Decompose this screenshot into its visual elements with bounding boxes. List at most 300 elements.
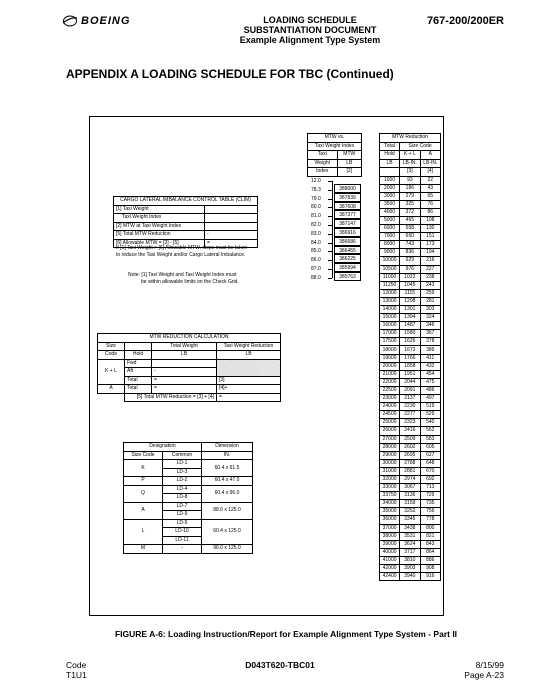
col-header: Size Code xyxy=(124,451,163,460)
reduction-cell: 3136 xyxy=(400,492,420,500)
reduction-row xyxy=(380,176,441,184)
reduction-cell: 1626 xyxy=(400,338,420,346)
reduction-cell: 1045 xyxy=(400,281,420,289)
reduction-cell: 25000 xyxy=(380,419,400,427)
reduction-row xyxy=(380,330,441,338)
cargo-row-label: [6] Allowable MTW = [2] - [5] xyxy=(114,239,205,248)
footer-date-page xyxy=(464,660,504,680)
boeing-logo-icon xyxy=(62,15,78,27)
cargo-row-value xyxy=(205,205,258,214)
reduction-cell: 13000 xyxy=(380,297,400,305)
reduction-cell: 1394 xyxy=(400,314,420,322)
reduction-cell: 93 xyxy=(400,176,420,184)
reduction-cell: 3000 xyxy=(380,192,400,200)
reduction-cell: 194 xyxy=(420,249,440,257)
reduction-cell: 497 xyxy=(420,395,440,403)
reduction-cell: 7000 xyxy=(380,233,400,241)
mtw-reduction-title: MTW Reduction xyxy=(380,134,441,143)
entry-cell: = xyxy=(152,376,217,385)
cargo-note-2 xyxy=(128,272,239,286)
reduction-cell: 238 xyxy=(420,273,440,281)
col-header: Hold xyxy=(380,151,400,160)
reduction-cell: 346 xyxy=(420,322,440,330)
reduction-cell: 32000 xyxy=(380,475,400,483)
size-code-cell: M xyxy=(124,545,163,554)
col-header: Designation xyxy=(124,443,202,452)
shaded-cell xyxy=(217,359,281,376)
dimension-row xyxy=(124,485,253,494)
reduction-cell: 2974 xyxy=(400,475,420,483)
reduction-cell: 976 xyxy=(400,265,420,273)
reduction-cell: 42400 xyxy=(380,573,400,581)
size-code-cell: A xyxy=(124,502,163,519)
reduction-row xyxy=(380,459,441,467)
reduction-cell: 886 xyxy=(420,556,440,564)
reduction-row xyxy=(380,281,441,289)
reduction-cell: 372 xyxy=(400,208,420,216)
reduction-cell: 21000 xyxy=(380,370,400,378)
dimension-row xyxy=(124,502,253,511)
reduction-cell: 432 xyxy=(420,362,440,370)
reduction-cell: 1301 xyxy=(400,306,420,314)
col-header: Common xyxy=(163,451,202,460)
designation-cell: LD-7 xyxy=(163,502,202,511)
reduction-row xyxy=(380,403,441,411)
hold-label: Fwd xyxy=(125,359,152,368)
reduction-cell: 908 xyxy=(420,565,440,573)
reduction-cell: 324 xyxy=(420,314,440,322)
reduction-row xyxy=(380,565,441,573)
reduction-cell: 108 xyxy=(420,216,440,224)
cargo-note-1 xyxy=(116,245,247,259)
entry-cell: = xyxy=(217,393,281,402)
reduction-cell: 35000 xyxy=(380,508,400,516)
reduction-row xyxy=(380,322,441,330)
reduction-cell: 558 xyxy=(400,225,420,233)
reduction-cell: 1580 xyxy=(400,330,420,338)
reduction-cell: 519 xyxy=(420,403,440,411)
reduction-cell: 186 xyxy=(400,184,420,192)
reduction-cell: 540 xyxy=(420,419,440,427)
cargo-imbalance-table xyxy=(113,196,258,248)
col-header: LB xyxy=(337,159,361,168)
mtw-value-cell: 387377 xyxy=(334,210,361,219)
entry-cell xyxy=(152,359,217,368)
reduction-row xyxy=(380,411,441,419)
dimension-cell: 60.4 x 96.0 xyxy=(202,485,253,502)
reduction-cell: 3940 xyxy=(400,573,420,581)
hold-label: Total xyxy=(125,385,152,394)
reduction-row xyxy=(380,508,441,516)
cargo-table-title: CARGO LATERAL IMBALANCE CONTROL TABLE (CLIM) xyxy=(114,197,258,206)
col-header: [2] xyxy=(337,168,361,177)
reduction-cell: 778 xyxy=(420,516,440,524)
reduction-cell: 2788 xyxy=(400,459,420,467)
reduction-cell: 6000 xyxy=(380,225,400,233)
note-line: be within allowable limits on the Check Grid. xyxy=(141,279,239,285)
entry-cell: - xyxy=(152,368,217,377)
reduction-cell: 650 xyxy=(400,233,420,241)
designation-cell: LD-8 xyxy=(163,494,202,503)
size-code: K + L xyxy=(98,359,125,385)
reduction-cell: 929 xyxy=(400,257,420,265)
reduction-cell: 3438 xyxy=(400,524,420,532)
dimension-cell: 60.4 x 125.0 xyxy=(202,519,253,545)
designation-cell: - xyxy=(163,545,202,554)
col-header: Size xyxy=(98,342,125,351)
designation-cell: LD-4 xyxy=(163,485,202,494)
header-line-2: SUBSTANTIATION DOCUMENT xyxy=(243,25,377,35)
reduction-row xyxy=(380,573,441,581)
reduction-row xyxy=(380,435,441,443)
reduction-cell: 28000 xyxy=(380,443,400,451)
col-header: IN. xyxy=(202,451,253,460)
reduction-row xyxy=(380,200,441,208)
reduction-row xyxy=(380,306,441,314)
reduction-cell: 8000 xyxy=(380,241,400,249)
reduction-cell: 38000 xyxy=(380,532,400,540)
reduction-row xyxy=(380,370,441,378)
total-reduction-label: [5] Total MTW Reduction = [3] + [4] xyxy=(125,393,217,402)
col-header xyxy=(125,342,152,351)
reduction-cell: 16000 xyxy=(380,322,400,330)
reduction-cell: 65 xyxy=(420,192,440,200)
scale-tick xyxy=(328,278,332,279)
cargo-row-value xyxy=(205,222,258,231)
reduction-cell: 27000 xyxy=(380,435,400,443)
reduction-cell: 11000 xyxy=(380,273,400,281)
reduction-cell: 2137 xyxy=(400,395,420,403)
col-header: [3] xyxy=(400,168,420,177)
reduction-cell: 39000 xyxy=(380,540,400,548)
reduction-row xyxy=(380,216,441,224)
reduction-row xyxy=(380,192,441,200)
reduction-cell: 12000 xyxy=(380,289,400,297)
reduction-cell: 33000 xyxy=(380,484,400,492)
ref-cell: [4]+ xyxy=(217,385,281,394)
reduction-row xyxy=(380,395,441,403)
reduction-cell: 76 xyxy=(420,200,440,208)
reduction-cell: 3345 xyxy=(400,516,420,524)
reduction-cell: 37000 xyxy=(380,524,400,532)
reduction-cell: 864 xyxy=(420,548,440,556)
header-line-3: Example Alignment Type System xyxy=(239,35,381,45)
reduction-cell: 34000 xyxy=(380,500,400,508)
designation-cell: LD-1 xyxy=(163,460,202,469)
scale-tick-label: 80.0 xyxy=(311,204,321,211)
reduction-cell: 325 xyxy=(400,200,420,208)
reduction-cell: 2230 xyxy=(400,403,420,411)
reduction-cell: 216 xyxy=(420,257,440,265)
reduction-cell: 1000 xyxy=(380,176,400,184)
reduction-cell: 3903 xyxy=(400,565,420,573)
reduction-cell: 3624 xyxy=(400,540,420,548)
designation-cell: LD-2 xyxy=(163,477,202,486)
mtw-reduction-table xyxy=(379,133,441,581)
reduction-cell: 2000 xyxy=(380,184,400,192)
scale-tick-label: 84.0 xyxy=(311,239,321,246)
reduction-row xyxy=(380,540,441,548)
document-header-title xyxy=(200,15,420,45)
reduction-cell: 173 xyxy=(420,241,440,249)
reduction-row xyxy=(380,484,441,492)
reduction-cell: 1766 xyxy=(400,354,420,362)
reduction-row xyxy=(380,516,441,524)
reduction-row xyxy=(380,378,441,386)
footer-code xyxy=(66,660,87,680)
header-line-1: LOADING SCHEDULE xyxy=(263,15,357,25)
dimension-row xyxy=(124,477,253,486)
reduction-cell: 916 xyxy=(420,573,440,581)
reduction-cell: 41000 xyxy=(380,556,400,564)
reduction-row xyxy=(380,548,441,556)
reduction-row xyxy=(380,362,441,370)
reduction-cell: 2091 xyxy=(400,386,420,394)
reduction-cell: 17500 xyxy=(380,338,400,346)
size-code: A xyxy=(98,385,125,394)
reduction-cell: 303 xyxy=(420,306,440,314)
reduction-cell: 465 xyxy=(400,216,420,224)
reduction-cell: 30000 xyxy=(380,459,400,467)
dimension-cell: 60.4 x 47.0 xyxy=(202,477,253,486)
reduction-row xyxy=(380,354,441,362)
reduction-row xyxy=(380,338,441,346)
mtw-value-cell: 387839 xyxy=(334,193,361,202)
cargo-row-label: Taxi Weight Index xyxy=(114,214,205,223)
reduction-row xyxy=(380,451,441,459)
reduction-cell: 843 xyxy=(420,540,440,548)
cargo-row-label: [5] Total MTW Reduction xyxy=(114,231,205,240)
cargo-row-value: = xyxy=(205,239,258,248)
reduction-cell: 22500 xyxy=(380,386,400,394)
reduction-cell: 411 xyxy=(420,354,440,362)
scale-tick-label: 83.0 xyxy=(311,230,321,237)
reduction-cell: 692 xyxy=(420,475,440,483)
reduction-row xyxy=(380,443,441,451)
reduction-cell: 735 xyxy=(420,500,440,508)
mtw-value-cell: 385763 xyxy=(334,272,361,281)
col-header: [4] xyxy=(420,168,440,177)
reduction-cell: 3252 xyxy=(400,508,420,516)
reduction-row xyxy=(380,419,441,427)
reduction-cell: 42000 xyxy=(380,565,400,573)
reduction-cell: 259 xyxy=(420,289,440,297)
scale-tick-label: 86.0 xyxy=(311,257,321,264)
mtw-value-cell: 386916 xyxy=(334,228,361,237)
reduction-cell: 86 xyxy=(420,208,440,216)
reduction-cell: 2695 xyxy=(400,451,420,459)
reduction-cell: 227 xyxy=(420,265,440,273)
reduction-cell: 24000 xyxy=(380,403,400,411)
reduction-row xyxy=(380,492,441,500)
reduction-row xyxy=(380,289,441,297)
col-header: LB-IN. xyxy=(420,159,440,168)
designation-cell: LD-5 xyxy=(163,519,202,528)
scale-tick-label: 81.0 xyxy=(311,213,321,220)
mtw-value-cell: 386225 xyxy=(334,254,361,263)
entry-cell: = xyxy=(152,385,217,394)
reduction-cell: 2416 xyxy=(400,427,420,435)
reduction-row xyxy=(380,297,441,305)
col-header: MTW xyxy=(337,151,361,160)
reduction-cell: 151 xyxy=(420,233,440,241)
reduction-row xyxy=(380,524,441,532)
dimension-row xyxy=(124,545,253,554)
designation-cell: LD-10 xyxy=(163,528,202,537)
col-header xyxy=(380,168,400,177)
reduction-cell: 14000 xyxy=(380,306,400,314)
reduction-cell: 5000 xyxy=(380,216,400,224)
mtw-value-cell: 388000 xyxy=(334,184,361,193)
scale-tick-label: 85.0 xyxy=(311,248,321,255)
reduction-cell: 3717 xyxy=(400,548,420,556)
mtw-index-subtitle: Taxi Weight Index xyxy=(308,142,362,151)
col-header: Index xyxy=(308,168,338,177)
mtw-calc-table xyxy=(97,333,281,402)
reduction-cell: 1487 xyxy=(400,322,420,330)
reduction-cell: 648 xyxy=(420,459,440,467)
note-line: If [1] Taxi Weight > [6] Allowable MTW, steps must be taken xyxy=(116,245,248,251)
calc-title: MTW REDUCTION CALCULATION xyxy=(98,334,281,343)
scale-tick-label: 82.0 xyxy=(311,222,321,228)
size-code-cell: L xyxy=(124,519,163,545)
col-header: Taxi xyxy=(308,151,338,160)
scale-tick-label: 12.0 xyxy=(311,178,321,184)
code-label: Code xyxy=(66,660,87,670)
cargo-row-value xyxy=(205,214,258,223)
col-header: LB xyxy=(217,351,281,360)
designation-cell: LD-3 xyxy=(163,468,202,477)
reduction-cell: 10500 xyxy=(380,265,400,273)
reduction-row xyxy=(380,475,441,483)
reduction-row xyxy=(380,249,441,257)
scale-tick-label: 87.0 xyxy=(311,266,321,272)
reduction-cell: 821 xyxy=(420,532,440,540)
reduction-cell: 1115 xyxy=(400,289,420,297)
reduction-row xyxy=(380,500,441,508)
reduction-row xyxy=(380,241,441,249)
col-header: K + L xyxy=(400,151,420,160)
col-header: Size Code xyxy=(400,142,441,151)
reduction-cell: 367 xyxy=(420,330,440,338)
reduction-cell: 23000 xyxy=(380,395,400,403)
col-header: Dimension xyxy=(202,443,253,452)
col-header: Code xyxy=(98,351,125,360)
reduction-cell: 583 xyxy=(420,435,440,443)
reduction-cell: 1858 xyxy=(400,362,420,370)
reduction-cell: 11250 xyxy=(380,281,400,289)
reduction-cell: 1022 xyxy=(400,273,420,281)
mtw-value-cell: 387608 xyxy=(334,202,361,211)
reduction-cell: 836 xyxy=(400,249,420,257)
reduction-row xyxy=(380,257,441,265)
reduction-cell: 378 xyxy=(420,338,440,346)
reduction-cell: 2277 xyxy=(400,411,420,419)
reduction-cell: 2323 xyxy=(400,419,420,427)
reduction-cell: 1673 xyxy=(400,346,420,354)
aircraft-model: 767-200/200ER xyxy=(426,15,504,27)
mtw-value-cell: 386455 xyxy=(334,246,361,255)
mtw-index-title: MTW vs. xyxy=(308,134,362,143)
dimension-cell: 96.0 x 125.0 xyxy=(202,545,253,554)
reduction-cell: 3500 xyxy=(380,200,400,208)
reduction-cell: 18000 xyxy=(380,346,400,354)
reduction-cell: 562 xyxy=(420,427,440,435)
reduction-row xyxy=(380,314,441,322)
reduction-cell: 2602 xyxy=(400,443,420,451)
reduction-cell: 2881 xyxy=(400,467,420,475)
size-code-cell: P xyxy=(124,477,163,486)
reduction-row xyxy=(380,427,441,435)
dimension-cell: 60.4 x 61.5 xyxy=(202,460,253,477)
reduction-cell: 800 xyxy=(420,524,440,532)
code-value: T1U1 xyxy=(66,670,87,680)
reduction-cell: 243 xyxy=(420,281,440,289)
reduction-cell: 454 xyxy=(420,370,440,378)
ref-cell: [3] xyxy=(217,376,281,385)
reduction-cell: 713 xyxy=(420,484,440,492)
reduction-cell: 1208 xyxy=(400,297,420,305)
hold-label: Aft xyxy=(125,368,152,377)
col-header: Taxi Weight Reduction xyxy=(217,342,281,351)
boeing-wordmark: BOEING xyxy=(81,15,131,27)
col-header: Hold xyxy=(125,351,152,360)
reduction-cell: 20000 xyxy=(380,362,400,370)
reduction-cell: 756 xyxy=(420,508,440,516)
reduction-cell: 486 xyxy=(420,386,440,394)
reduction-row xyxy=(380,265,441,273)
reduction-row xyxy=(380,184,441,192)
reduction-cell: 279 xyxy=(400,192,420,200)
reduction-row xyxy=(380,386,441,394)
size-code-cell: K xyxy=(124,460,163,477)
reduction-row xyxy=(380,208,441,216)
reduction-cell: 24500 xyxy=(380,411,400,419)
reduction-cell: 22 xyxy=(420,176,440,184)
reduction-cell: 729 xyxy=(420,492,440,500)
reduction-row xyxy=(380,225,441,233)
dimension-row xyxy=(124,460,253,469)
hold-label: Total xyxy=(125,376,152,385)
scale-tick-label: 78.3 xyxy=(311,186,321,193)
reduction-cell: 281 xyxy=(420,297,440,305)
reduction-row xyxy=(380,233,441,241)
reduction-cell: 19000 xyxy=(380,354,400,362)
reduction-cell: 4000 xyxy=(380,208,400,216)
reduction-cell: 31000 xyxy=(380,467,400,475)
reduction-row xyxy=(380,467,441,475)
reduction-cell: 2044 xyxy=(400,378,420,386)
container-dimensions-table xyxy=(123,442,253,554)
reduction-cell: 670 xyxy=(420,467,440,475)
mtw-value-cell: 385994 xyxy=(334,263,361,272)
reduction-row xyxy=(380,273,441,281)
mtw-value-cell: 386686 xyxy=(334,237,361,246)
mtw-index-scale xyxy=(307,178,362,283)
col-header: Total xyxy=(380,142,400,151)
reduction-cell: 15000 xyxy=(380,314,400,322)
reduction-row xyxy=(380,532,441,540)
note-line: Note: [1] Taxi Weight and Taxi Weight Index must xyxy=(128,272,237,278)
reduction-row xyxy=(380,556,441,564)
cargo-row-label: [2] MTW at Taxi Weight Index xyxy=(114,222,205,231)
reduction-cell: 36000 xyxy=(380,516,400,524)
figure-caption: FIGURE A-6: Loading Instruction/Report for Example Alignment Type System - Part II xyxy=(114,629,458,639)
scale-axis xyxy=(332,181,333,278)
reduction-cell: 130 xyxy=(420,225,440,233)
reduction-cell: 10000 xyxy=(380,257,400,265)
reduction-cell: 743 xyxy=(400,241,420,249)
